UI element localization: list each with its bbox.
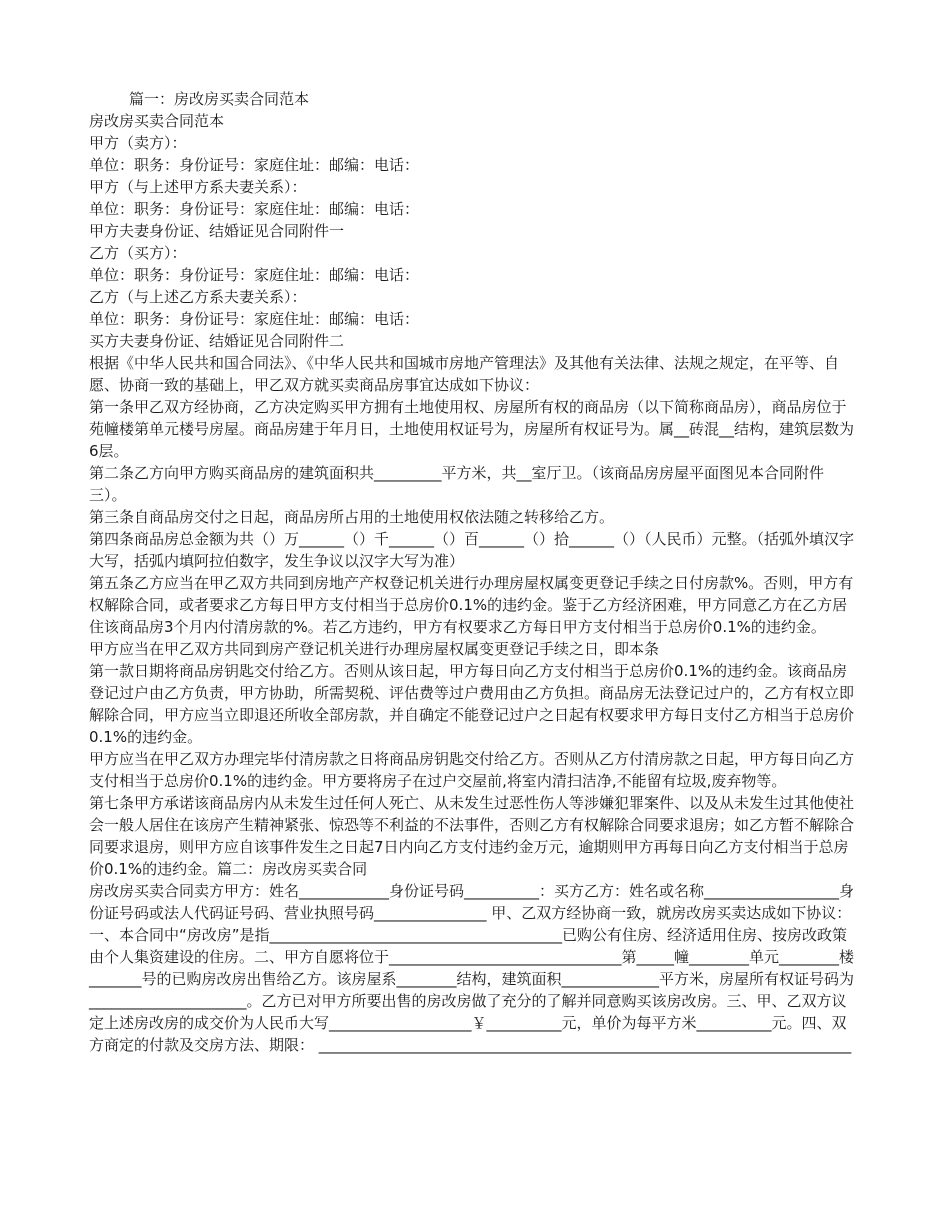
paragraph: 单位：职务：身份证号：家庭住址：邮编：电话：: [89, 310, 420, 328]
paragraph: 根据《中华人民共和国合同法》、《中华人民共和国城市房地产管理法》及其他有关法律、法规之规定，在平等、自愿、协商一致的基础上，甲乙双方就买卖商品房事宜达成如下协议：: [89, 354, 840, 394]
paragraph: 单位：职务：身份证号：家庭住址：邮编：电话：: [89, 266, 420, 284]
paragraph: 甲方（与上述甲方系夫妻关系）：: [89, 178, 307, 196]
paragraph: 单位：职务：身份证号：家庭住址：邮编：电话：: [89, 200, 420, 218]
paragraph: 甲方夫妻身份证、结婚证见合同附件一: [89, 222, 345, 240]
paragraph: 第一条甲乙双方经协商，乙方决定购买甲方拥有土地使用权、房屋所有权的商品房（以下简称商品房），商品房位于苑幢楼第单元楼号房屋。商品房建于年月日，土地使用权证号为，房屋所有权证号为。属__砖混__结构，建筑层数为6层。: [89, 398, 855, 460]
paragraph: 甲方应当在甲乙双方办理完毕付清房款之日将商品房钥匙交付给乙方。否则从乙方付清房款之日起，甲方每日向乙方支付相当于总房价0.1%的违约金。甲方要将房子在过户交屋前,将室内清扫洁净,不能留有垃圾,废弃物等。: [89, 750, 855, 790]
paragraph: 第五条乙方应当在甲乙双方共同到房地产产权登记机关进行办理房屋权属变更登记手续之日付房款%。否则，甲方有权解除合同，或者要求乙方每日甲方支付相当于总房价0.1%的违约金。鉴于乙方经济困难，甲方同意乙方在乙方居住该商品房3个月内付清房款的%。若乙方违约，甲方有权要求乙方每日甲方支付相当于总房价0.1%的违约金。: [89, 574, 854, 636]
paragraph: 第四条商品房总金额为共（）万______（）千______（）百______（）拾______（）（人民币）元整。（括弧外填汉字大写，括弧内填阿拉伯数字，发生争议以汉字大写为准）: [89, 530, 855, 570]
paragraph: 甲方应当在甲乙双方共同到房产登记机关进行办理房屋权属变更登记手续之日，即本条: [89, 640, 660, 658]
paragraph: 乙方（买方）：: [89, 244, 187, 262]
paragraph: 第一款日期将商品房钥匙交付给乙方。否则从该日起，甲方每日向乙方支付相当于总房价0.1%的违约金。该商品房登记过户由乙方负责，甲方协助，所需契税、评估费等过户费用由乙方负担。商品房无法登记过户的，乙方有权立即解除合同，甲方应当立即退还所收全部房款，并自确定不能登记过户之日起有权要求甲方每日支付乙方相当于总房价0.1%的违约金。: [89, 662, 855, 746]
paragraph: 第二条乙方向甲方购买商品房的建筑面积共_________平方米，共__室厅卫。（该商品房房屋平面图见本合同附件三）。: [89, 464, 825, 504]
paragraph: 乙方（与上述乙方系夫妻关系）：: [89, 288, 307, 306]
paragraph: 买方夫妻身份证、结婚证见合同附件二: [89, 332, 345, 350]
paragraph: 单位：职务：身份证号：家庭住址：邮编：电话：: [89, 156, 420, 174]
paragraph: 第七条甲方承诺该商品房内从未发生过任何人死亡、从未发生过恶性伤人等涉嫌犯罪案件、以及从未发生过其他使社会一般人居住在该房产生精神紧张、惊恐等不利益的不法事件，否则乙方有权解除合同要求退房；如乙方暂不解除合同要求退房，则甲方应自该事件发生之日起7日内向乙方支付违约金万元，逾期则甲方再每日向乙方支付相当于总房价0.1%的违约金。篇二：房改房买卖合同: [89, 794, 855, 878]
paragraph: 甲方（卖方）：: [89, 134, 187, 152]
paragraph: 房改房买卖合同范本: [89, 112, 225, 130]
paragraph: 第三条自商品房交付之日起，商品房所占用的土地使用权依法随之转移给乙方。: [89, 508, 615, 526]
paragraph: 房改房买卖合同卖方甲方：姓名____________身份证号码__________：买方乙方：姓名或名称__________________身份证号码或法人代码证号码、营业执照号码_______________ 甲、乙双方经协商一致，就房改房买卖达成如下协议：一、本合同中“房改房”是指_______________________________________已购公有住房、经济适用住房、按房改政策由个人集资建设的住房。二、甲方自愿将位于_______________________________第_____幢________单元________楼_______号的已购房改房出售给乙方。该房屋系________结构，建筑面积_____________平方米，房屋所有权证号码为_____________________。乙方已对甲方所要出售的房改房做了充分的了解并同意购买该房改房。三、甲、乙双方议定上述房改房的成交价为人民币大写___________________￥__________元，单价为每平方米__________元。四、双方商定的付款及交房方法、期限： _______________________________________________________________________: [89, 882, 855, 1054]
contract-document: [89, 88, 861, 1056]
document-heading: 篇一：房改房买卖合同范本: [129, 90, 310, 108]
